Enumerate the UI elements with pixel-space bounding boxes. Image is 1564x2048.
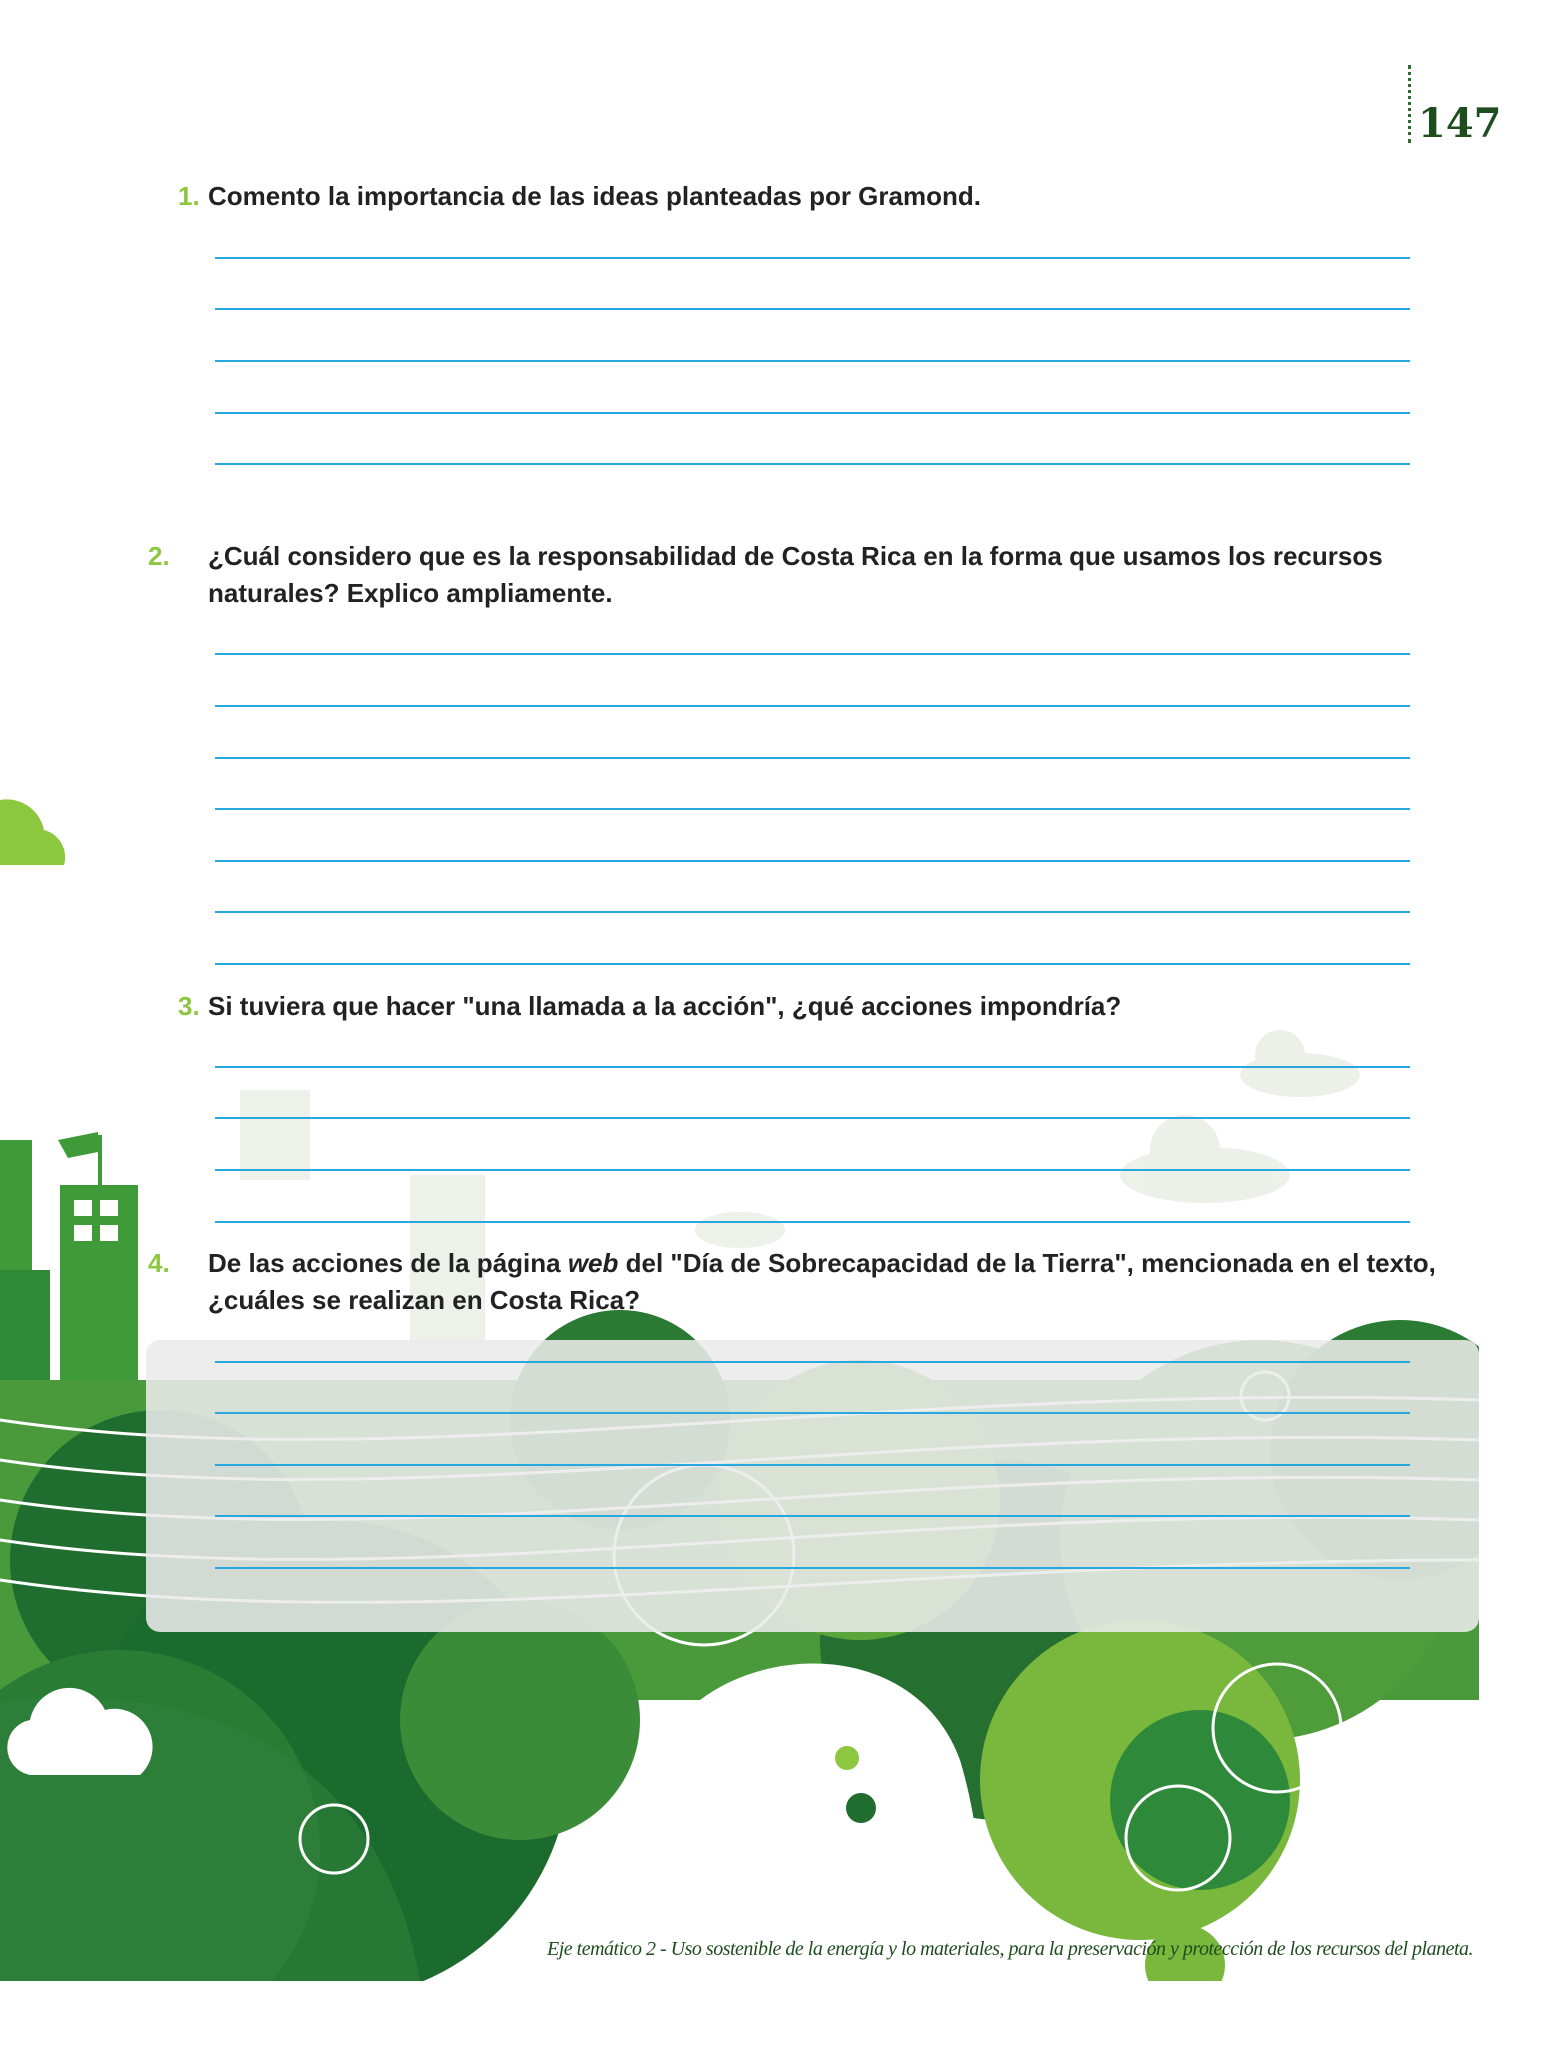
question-number: 3. bbox=[178, 991, 200, 1021]
answer-line[interactable] bbox=[215, 653, 1410, 655]
question-2 bbox=[148, 538, 1438, 612]
answer-line[interactable] bbox=[215, 412, 1410, 414]
question-text-end: del "Día de Sobrecapacidad de la Tierra", mencionada en el texto, ¿cuáles se realizan en Costa Rica? bbox=[208, 1248, 1436, 1315]
answer-line[interactable] bbox=[215, 757, 1410, 759]
question-number: 4. bbox=[148, 1248, 170, 1278]
answer-line[interactable] bbox=[215, 963, 1410, 965]
answer-line[interactable] bbox=[215, 1221, 1410, 1223]
answer-line[interactable] bbox=[215, 1169, 1410, 1171]
answer-line[interactable] bbox=[215, 1464, 1410, 1466]
answer-line[interactable] bbox=[215, 1515, 1410, 1517]
page-number-divider bbox=[1408, 65, 1411, 143]
question-text: ¿Cuál considero que es la responsabilidad de Costa Rica en la forma que usamos los recursos naturales? Explico ampliamente. bbox=[208, 541, 1383, 608]
answer-line[interactable] bbox=[215, 911, 1410, 913]
answer-panel-background bbox=[146, 1340, 1479, 1632]
footer-theme-text: Eje temático 2 - Uso sostenible de la energía y lo materiales, para la preservación y protección de los recursos del planeta. bbox=[547, 1938, 1474, 1960]
answer-line[interactable] bbox=[215, 1412, 1410, 1414]
answer-line[interactable] bbox=[215, 1567, 1410, 1569]
question-number: 2. bbox=[148, 541, 170, 571]
answer-line[interactable] bbox=[215, 808, 1410, 810]
question-number: 1. bbox=[178, 181, 200, 211]
answer-line[interactable] bbox=[215, 463, 1410, 465]
page-number: 147 bbox=[1418, 100, 1502, 147]
answer-line[interactable] bbox=[215, 308, 1410, 310]
answer-line[interactable] bbox=[215, 860, 1410, 862]
question-text-emphasis: web bbox=[567, 1248, 619, 1278]
question-4 bbox=[148, 1245, 1438, 1319]
answer-line[interactable] bbox=[215, 360, 1410, 362]
answer-line[interactable] bbox=[215, 1066, 1410, 1068]
answer-line[interactable] bbox=[215, 1361, 1410, 1363]
answer-line[interactable] bbox=[215, 257, 1410, 259]
question-text-start: De las acciones de la página bbox=[208, 1248, 568, 1278]
question-text: Comento la importancia de las ideas planteadas por Gramond. bbox=[208, 181, 981, 211]
answer-line[interactable] bbox=[215, 705, 1410, 707]
question-1 bbox=[178, 178, 1418, 215]
question-text: Si tuviera que hacer "una llamada a la acción", ¿qué acciones impondría? bbox=[208, 991, 1122, 1021]
question-3 bbox=[178, 988, 1418, 1025]
answer-line[interactable] bbox=[215, 1117, 1410, 1119]
